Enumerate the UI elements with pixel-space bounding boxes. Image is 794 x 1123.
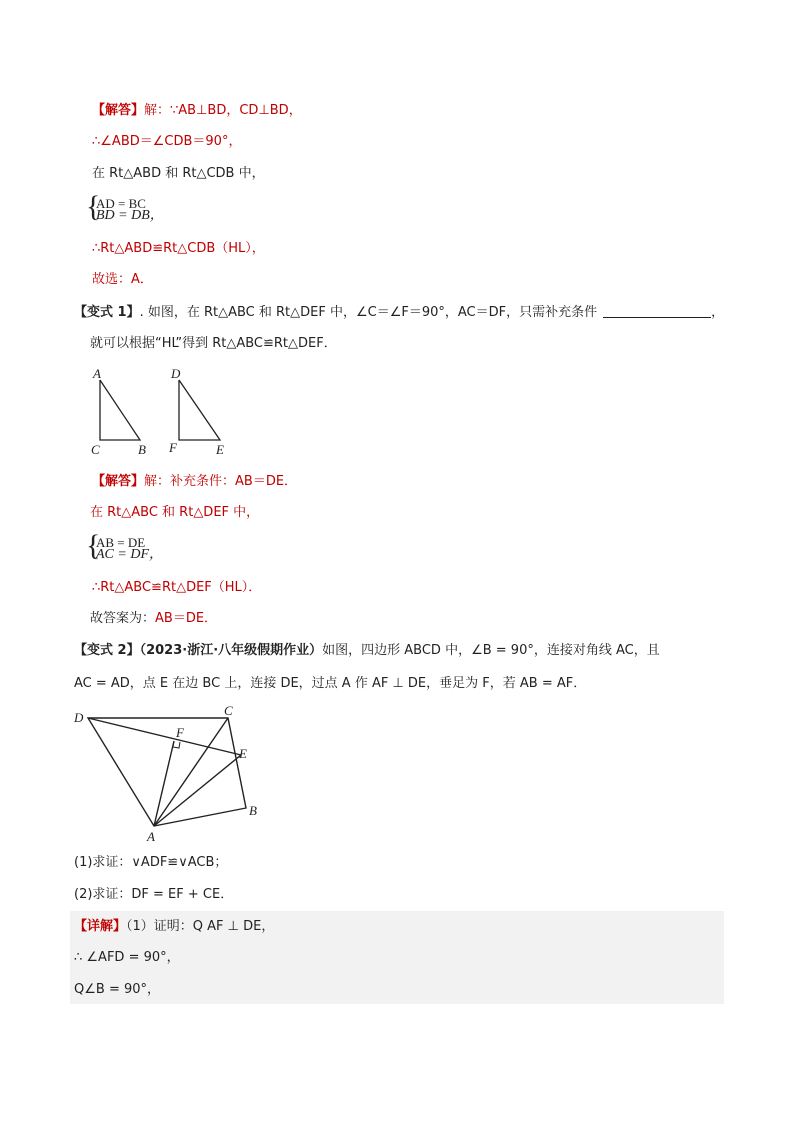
detail-line-1: 【详解】（1）证明：Q AF ⊥ DE，	[74, 919, 275, 934]
answer-line-2: ∴∠ABD＝∠CDB＝90°，	[92, 134, 242, 149]
label-f: F	[176, 725, 184, 740]
label-e: E	[216, 442, 224, 457]
detail-line-2: ∴ ∠AFD = 90°，	[74, 950, 180, 965]
variant1-answer-line-2: 在 Rt△ABC 和 Rt△DEF 中，	[90, 505, 260, 520]
answer-line-5: ∴Rt△ABD≌Rt△CDB（HL），	[92, 241, 265, 256]
answer-line-3: 在 Rt△ABD 和 Rt△CDB 中，	[92, 166, 265, 181]
variant2-quadrilateral-figure	[66, 700, 276, 850]
system-line-bottom: AC = DF，	[96, 547, 163, 562]
triangle-abc	[100, 380, 140, 440]
variant1-answer-line-1	[92, 473, 297, 491]
label-d: D	[74, 710, 84, 725]
label-a: A	[93, 366, 101, 381]
system-line-top: AD = BC	[96, 196, 146, 211]
variant1-answer-line-4: ∴Rt△ABC≌Rt△DEF（HL）．	[92, 580, 262, 595]
variant1-triangles-figure	[86, 362, 246, 462]
answer-blank	[603, 303, 711, 318]
segment-de	[88, 718, 241, 755]
segment-ac	[154, 718, 228, 826]
system-brace: {	[86, 529, 101, 562]
variant2-question	[74, 642, 660, 660]
system-line-bottom: BD = DB，	[96, 208, 164, 223]
label-d: D	[171, 366, 181, 381]
label-a: A	[147, 829, 155, 844]
answer-value: AB＝DE．	[155, 611, 218, 626]
answer-text: 解：∵AB⊥BD，CD⊥BD，	[144, 103, 302, 118]
variant1-tag: 【变式 1】	[74, 305, 140, 320]
detail-line-3: Q∠B = 90°，	[74, 982, 161, 997]
variant1-question-line2: 就可以根据“HL”得到 Rt△ABC≌Rt△DEF．	[90, 336, 337, 351]
right-angle-mark	[173, 741, 180, 748]
variant2-tag: 【变式 2】	[74, 643, 140, 658]
variant1-text: . 如图，在 Rt△ABC 和 Rt△DEF 中，∠C＝∠F＝90°，AC＝DF，只需补充条件	[139, 305, 598, 320]
detail-shade-3	[70, 973, 724, 1004]
answer-line-1	[92, 102, 302, 120]
segment-af	[154, 741, 174, 826]
variant2-question-1: (1)求证：∨ADF≌∨ACB；	[74, 855, 228, 870]
label-c: C	[224, 703, 233, 718]
system-brace: {	[86, 190, 101, 223]
detail-tag: 【详解】	[74, 919, 127, 934]
label-b: B	[249, 803, 257, 818]
variant1-answer-line-5: 故答案为：AB＝DE．	[90, 611, 218, 626]
label-c: C	[91, 442, 100, 457]
variant2-source: （2023·浙江·八年级假期作业）	[139, 643, 323, 658]
answer-tag: 【解答】	[92, 103, 145, 118]
label-b: B	[138, 442, 146, 457]
answer-text: 解：补充条件：AB＝DE．	[144, 474, 298, 489]
answer-line-6: 故选：A．	[92, 272, 153, 287]
triangle-def	[179, 380, 220, 440]
variant2-text: 如图，四边形 ABCD 中，∠B = 90°，连接对角线 AC，且	[322, 643, 660, 658]
answer-tag: 【解答】	[92, 474, 145, 489]
label-f: F	[169, 440, 177, 455]
segment-ae	[154, 755, 241, 826]
variant2-question-line2: AC = AD，点 E 在边 BC 上，连接 DE，过点 A 作 AF ⊥ DE，垂足为 F，若 AB = AF．	[74, 676, 587, 691]
variant2-question-2: (2)求证：DF = EF + CE．	[74, 887, 234, 902]
label-e: E	[239, 746, 247, 761]
system-line-top: AB = DE	[96, 535, 146, 550]
variant1-question: 【变式 1】. 如图，在 Rt△ABC 和 Rt△DEF 中，∠C＝∠F＝90°，AC＝DF，只需补充条件 ，	[74, 305, 725, 320]
